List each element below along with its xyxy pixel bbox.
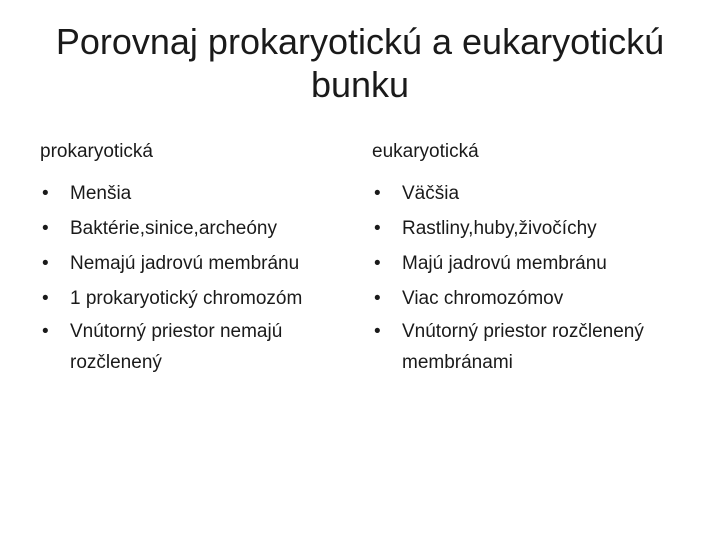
prokaryotic-list xyxy=(40,176,360,378)
eukaryotic-column xyxy=(372,140,692,378)
list-item xyxy=(40,246,360,281)
list-item xyxy=(372,211,692,246)
bullet-icon: • xyxy=(374,183,381,204)
prokaryotic-heading: prokaryotická xyxy=(40,141,153,162)
list-item-text: Majú jadrovú membránu xyxy=(402,253,607,274)
list-item-text: Viac chromozómov xyxy=(402,288,564,309)
bullet-icon: • xyxy=(374,288,381,309)
bullet-icon: • xyxy=(374,218,381,239)
bullet-icon: • xyxy=(42,218,49,239)
list-item-text: 1 prokaryotický chromozóm xyxy=(70,288,303,309)
list-item-text: Vnútorný priestor rozčlenený membránami xyxy=(402,321,644,373)
bullet-icon: • xyxy=(42,183,49,204)
eukaryotic-heading: eukaryotická xyxy=(372,141,479,162)
slide-title: Porovnaj prokaryotickú a eukaryotickú bunku xyxy=(55,21,665,105)
list-item xyxy=(372,281,692,316)
list-item xyxy=(40,211,360,246)
list-item-text: Rastliny,huby,živočíchy xyxy=(402,218,597,239)
prokaryotic-column xyxy=(40,140,360,378)
list-item xyxy=(372,176,692,211)
list-item xyxy=(372,316,692,378)
bullet-icon: • xyxy=(374,321,381,342)
list-item-text: Väčšia xyxy=(402,183,460,204)
list-item-text: Menšia xyxy=(70,183,132,204)
list-item xyxy=(40,316,360,378)
bullet-icon: • xyxy=(42,253,49,274)
list-item xyxy=(372,246,692,281)
list-item xyxy=(40,281,360,316)
eukaryotic-list xyxy=(372,176,692,378)
bullet-icon: • xyxy=(42,288,49,309)
bullet-icon: • xyxy=(374,253,381,274)
list-item-text: Nemajú jadrovú membránu xyxy=(70,253,300,274)
list-item-text: Baktérie,sinice,archeóny xyxy=(70,218,277,239)
list-item-text: Vnútorný priestor nemajú rozčlenený xyxy=(70,321,283,373)
list-item xyxy=(40,176,360,211)
bullet-icon: • xyxy=(42,321,49,342)
